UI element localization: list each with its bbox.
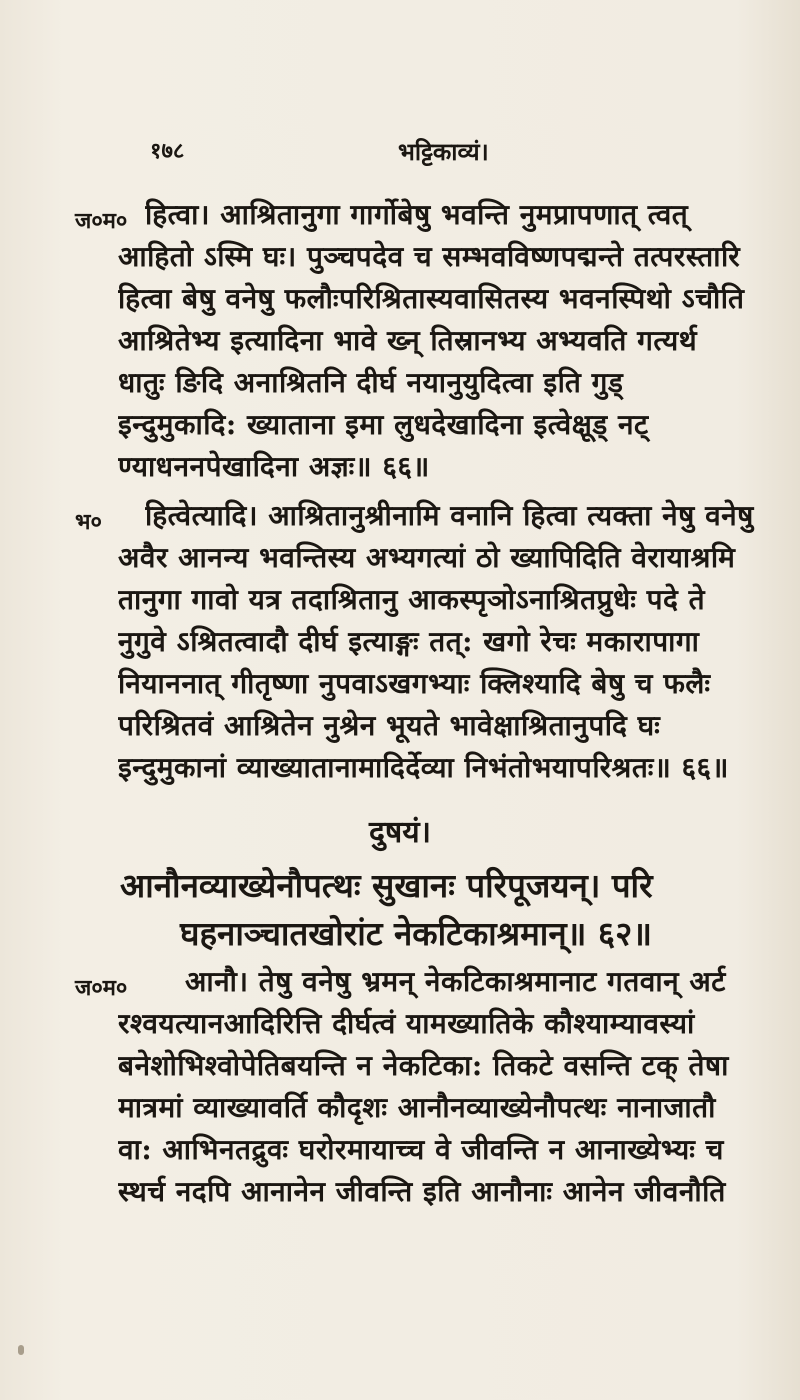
- commentary-line: तानुगा गावो यत्र तदाश्रितानु आकस्पृञोऽनाश्रितप्रुधेः पदे ते: [118, 583, 706, 616]
- commentary-line: हित्वा। आश्रितानुगा गार्गोबेषु भवन्ति नुमप्रापणात् त्वत्: [145, 198, 689, 231]
- commentary-marker: भ०: [75, 509, 102, 535]
- sutra-heading: दुषयं।: [368, 815, 432, 850]
- running-title: भट्टिकाव्यं।: [398, 137, 489, 166]
- commentary-line: अवैर आनन्य भवन्तिस्य अभ्यगत्यां ठो ख्यापिदिति वेरायाश्रमि: [118, 541, 736, 574]
- commentary-line: इन्दुमुकादि: ख्याताना इमा लुधदेखादिना इत्वेक्षूड् नट्: [118, 408, 649, 441]
- commentary-line: वा: आभिनतद्रुवः घरोरमायाच्च वे जीवन्ति न आनाख्येभ्यः च: [118, 1133, 724, 1166]
- commentary-line: हित्वेत्यादि। आश्रितानुश्रीनामि वनानि हित्वा त्यक्ता नेषु वनेषु: [145, 499, 754, 532]
- commentary-line: इन्दुमुकानां व्याख्यातानामादिर्देव्या निभंतोभयापरिश्रतः॥ ६६॥: [118, 751, 729, 784]
- commentary-line: स्थर्च नदपि आनानेन जीवन्ति इति आनौनाः आनेन जीवनौति: [118, 1175, 726, 1208]
- commentary-line: हित्वा बेषु वनेषु फलौःपरिश्रितास्यवासितस्य भवनस्पिथो ऽचौति: [118, 282, 745, 315]
- commentary-line: धातुः ङिदि अनाश्रितनि दीर्घ नयानुयुदित्वा इति गुड्: [118, 366, 624, 399]
- commentary-line: आनौ। तेषु वनेषु भ्रमन् नेकटिकाश्रमानाट गतवान् अर्ट: [185, 965, 726, 998]
- paper-blemish: [18, 1345, 24, 1355]
- commentary-line: आश्रितेभ्य इत्यादिना भावे ख्न् तिस्रानभ्य अभ्यवति गत्यर्थ: [118, 324, 698, 357]
- commentary-line: ण्याधननपेखादिना अज्ञः॥ ६६॥: [118, 450, 430, 483]
- verse-line: घहनाञ्चातखोरांट नेकटिकाश्रमान्॥ ६२॥: [180, 914, 653, 953]
- page-number: १७८: [150, 138, 185, 164]
- verse-line: आनौनव्याख्येनौपत्थः सुखानः परिपूजयन्। परि: [120, 866, 653, 905]
- commentary-marker: ज०म०: [75, 975, 128, 1001]
- commentary-line: आहितो ऽस्मि घः। पुञ्चपदेव च सम्भवविष्णपद्मन्ते तत्परस्तारि: [118, 240, 741, 273]
- commentary-line: रश्वयत्यानआदिरित्ति दीर्घत्वं यामख्यातिके कौश्याम्यावस्यां: [118, 1007, 695, 1040]
- commentary-marker: ज०म०: [75, 208, 128, 234]
- commentary-line: नुगुवे ऽश्रितत्वादौ दीर्घ इत्याङ्गः तत्: खगो रेचः मकारापागा: [118, 625, 700, 658]
- commentary-line: नियाननात् गीतृष्णा नुपवाऽखगभ्याः क्लिश्यादि बेषु च फलैः: [118, 667, 711, 700]
- commentary-line: परिश्रितवं आश्रितेन नुश्रेन भूयते भावेक्षाश्रितानुपदि घः: [118, 709, 661, 742]
- commentary-line: मात्रमां व्याख्यावर्ति कौदृशः आनौनव्याख्येनौपत्थः नानाजातौ: [118, 1091, 716, 1124]
- commentary-line: बनेशोभिश्वोपेतिबयन्ति न नेकटिका: तिकटे वसन्ति टक् तेषा: [118, 1049, 729, 1082]
- page-header: [0, 135, 800, 175]
